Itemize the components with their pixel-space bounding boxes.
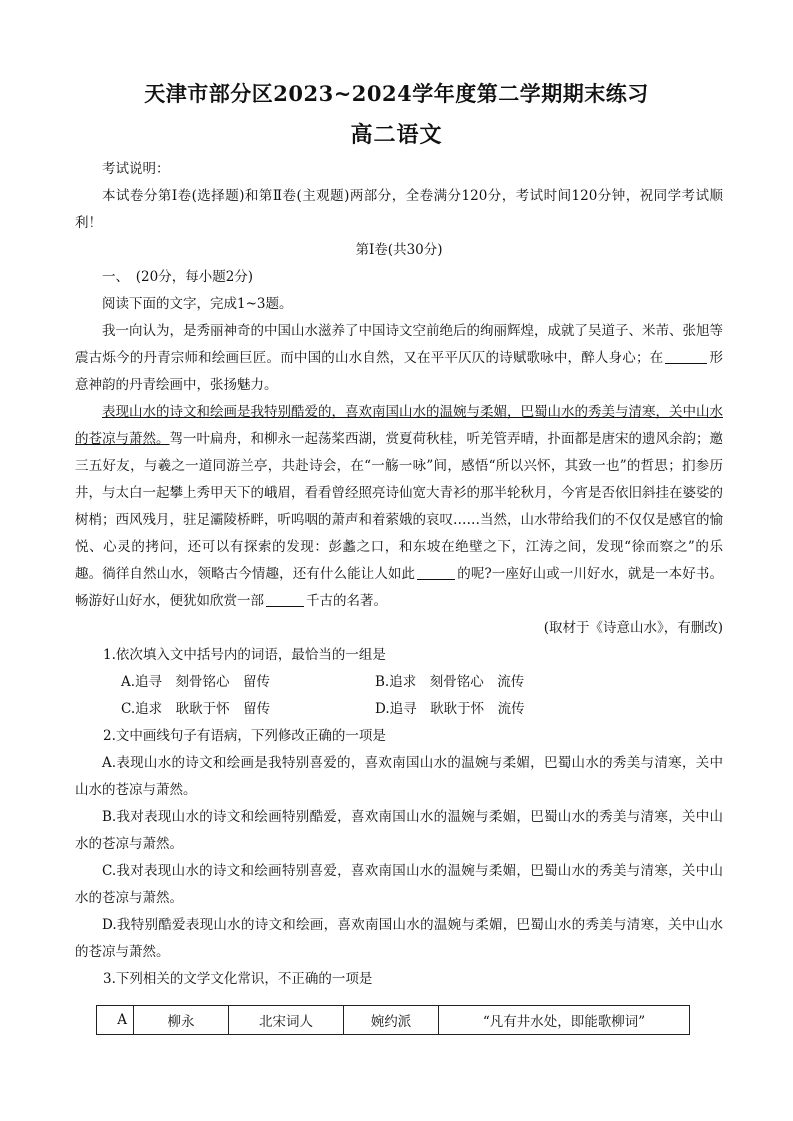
passage-paragraph-2 <box>75 399 723 615</box>
passage-paragraph-1 <box>75 318 723 399</box>
section1-heading: 一、 (20分，每小题2分) <box>102 269 254 285</box>
question-2-option-b: B.我对表现山水的诗文和绘画特别酷爱，喜欢南国山水的温婉与柔媚，巴蜀山水的秀美与清寒，关中山水的苍凉与萧然。 <box>75 809 723 852</box>
page-title: 天津市部分区2023~2024学年度第二学期期末练习 <box>144 81 649 106</box>
question-3-table <box>96 1005 690 1035</box>
fill-blank-2 <box>417 565 455 580</box>
exam-notes-label: 考试说明： <box>102 161 170 177</box>
question-1-option-a: A.追寻 刻骨铭心 留传 <box>121 674 271 690</box>
passage-text: 我一向认为，是秀丽神奇的中国山水滋养了中国诗文空前绝后的绚丽辉煌，成就了吴道子、米芾、张旭等震古烁今的丹青宗师和绘画巨匠。而中国的山水自然，又在平平仄仄的诗赋歌咏中，醉人身心；在 <box>75 323 723 366</box>
document-body <box>75 156 723 993</box>
question-2-stem: 2.文中画线句子有语病，下列修改正确的一项是 <box>103 728 386 744</box>
question-1-option-d: D.追寻 耿耿于怀 流传 <box>375 701 525 717</box>
exam-notes: 本试卷分第Ⅰ卷(选择题)和第Ⅱ卷(主观题)两部分，全卷满分120分，考试时间120分钟，祝同学考试顺利！ <box>75 188 723 231</box>
question-1-option-b: B.追求 刻骨铭心 流传 <box>375 674 525 690</box>
fill-blank-3 <box>266 592 304 607</box>
question-2-option-c: C.我对表现山水的诗文和绘画特别喜爱，喜欢南国山水的温婉与柔媚，巴蜀山水的秀美与清寒，关中山水的苍凉与萧然。 <box>75 863 723 906</box>
table-cell-person: 柳永 <box>134 1006 229 1035</box>
question-1-stem: 1.依次填入文中括号内的词语，最恰当的一组是 <box>103 647 386 663</box>
passage-source: (取材于《诗意山水》，有删改) <box>543 620 723 636</box>
table-row <box>97 1006 690 1035</box>
fill-blank-1 <box>665 349 707 364</box>
question-2-option-a: A.表现山水的诗文和绘画是我特别喜爱的，喜欢南国山水的温婉与柔媚，巴蜀山水的秀美与清寒，关中山水的苍凉与萧然。 <box>75 755 723 798</box>
passage-text: 驾一叶扁舟，和柳永一起荡桨西湖，赏夏荷秋桂，听羌管弄晴，扑面都是唐宋的遗风余韵；邀三五好友，与羲之一道同游兰亭，共赴诗会，在“一觞一咏”间，感悟“所以兴怀，其致一也”的哲思；扪参历井，与太白一起攀上秀甲天下的峨眉，看看曾经照亮诗仙宽大青衫的那半轮秋月，今宵是否依旧斜挂在婆娑的树梢；西风残月，驻足灞陵桥畔，听呜咽的萧声和着萦娥的哀叹……当然，山水带给我们的不仅仅是感官的愉悦、心灵的拷问，还可以有探索的发现：彭蠡之口，和东坡在绝壁之下，江涛之间，发现“徐而察之”的乐趣。徜徉自然山水，领略古今情趣，还有什么能让人如此 <box>75 431 723 582</box>
question-2-option-d: D.我特别酷爱表现山水的诗文和绘画，喜欢南国山水的温婉与柔媚，巴蜀山水的秀美与清寒，关中山水的苍凉与萧然。 <box>75 917 723 960</box>
passage-text: 形意神韵的丹青绘画中，张扬魅力。 <box>75 350 724 393</box>
underlined-sentence: 表现山水的诗文和绘画是我特别酷爱的，喜欢南国山水的温婉与柔媚，巴蜀山水的秀美与清寒，关中山水的苍凉与萧然。 <box>75 404 723 447</box>
table-cell-school: 婉约派 <box>344 1006 439 1035</box>
table-cell-note: “凡有井水处，即能歌柳词” <box>439 1006 690 1035</box>
question-3-stem: 3.下列相关的文学文化常识，不正确的一项是 <box>103 971 373 987</box>
table-cell-option: A <box>97 1006 134 1035</box>
question-1-options-row <box>75 696 723 723</box>
part1-heading: 第Ⅰ卷(共30分) <box>355 242 443 258</box>
question-1-options-row <box>75 669 723 696</box>
question-1-option-c: C.追求 耿耿于怀 留传 <box>121 701 271 717</box>
table-cell-identity: 北宋词人 <box>229 1006 344 1035</box>
passage-text: 千古的名著。 <box>306 593 387 609</box>
passage-text: 的呢?一座好山或一川好水，就是一本好书。畅游好山好水，便犹如欣赏一部 <box>75 566 723 609</box>
page-subtitle: 高二语文 <box>350 122 443 148</box>
read-instruction: 阅读下面的文字，完成1~3题。 <box>102 296 293 312</box>
